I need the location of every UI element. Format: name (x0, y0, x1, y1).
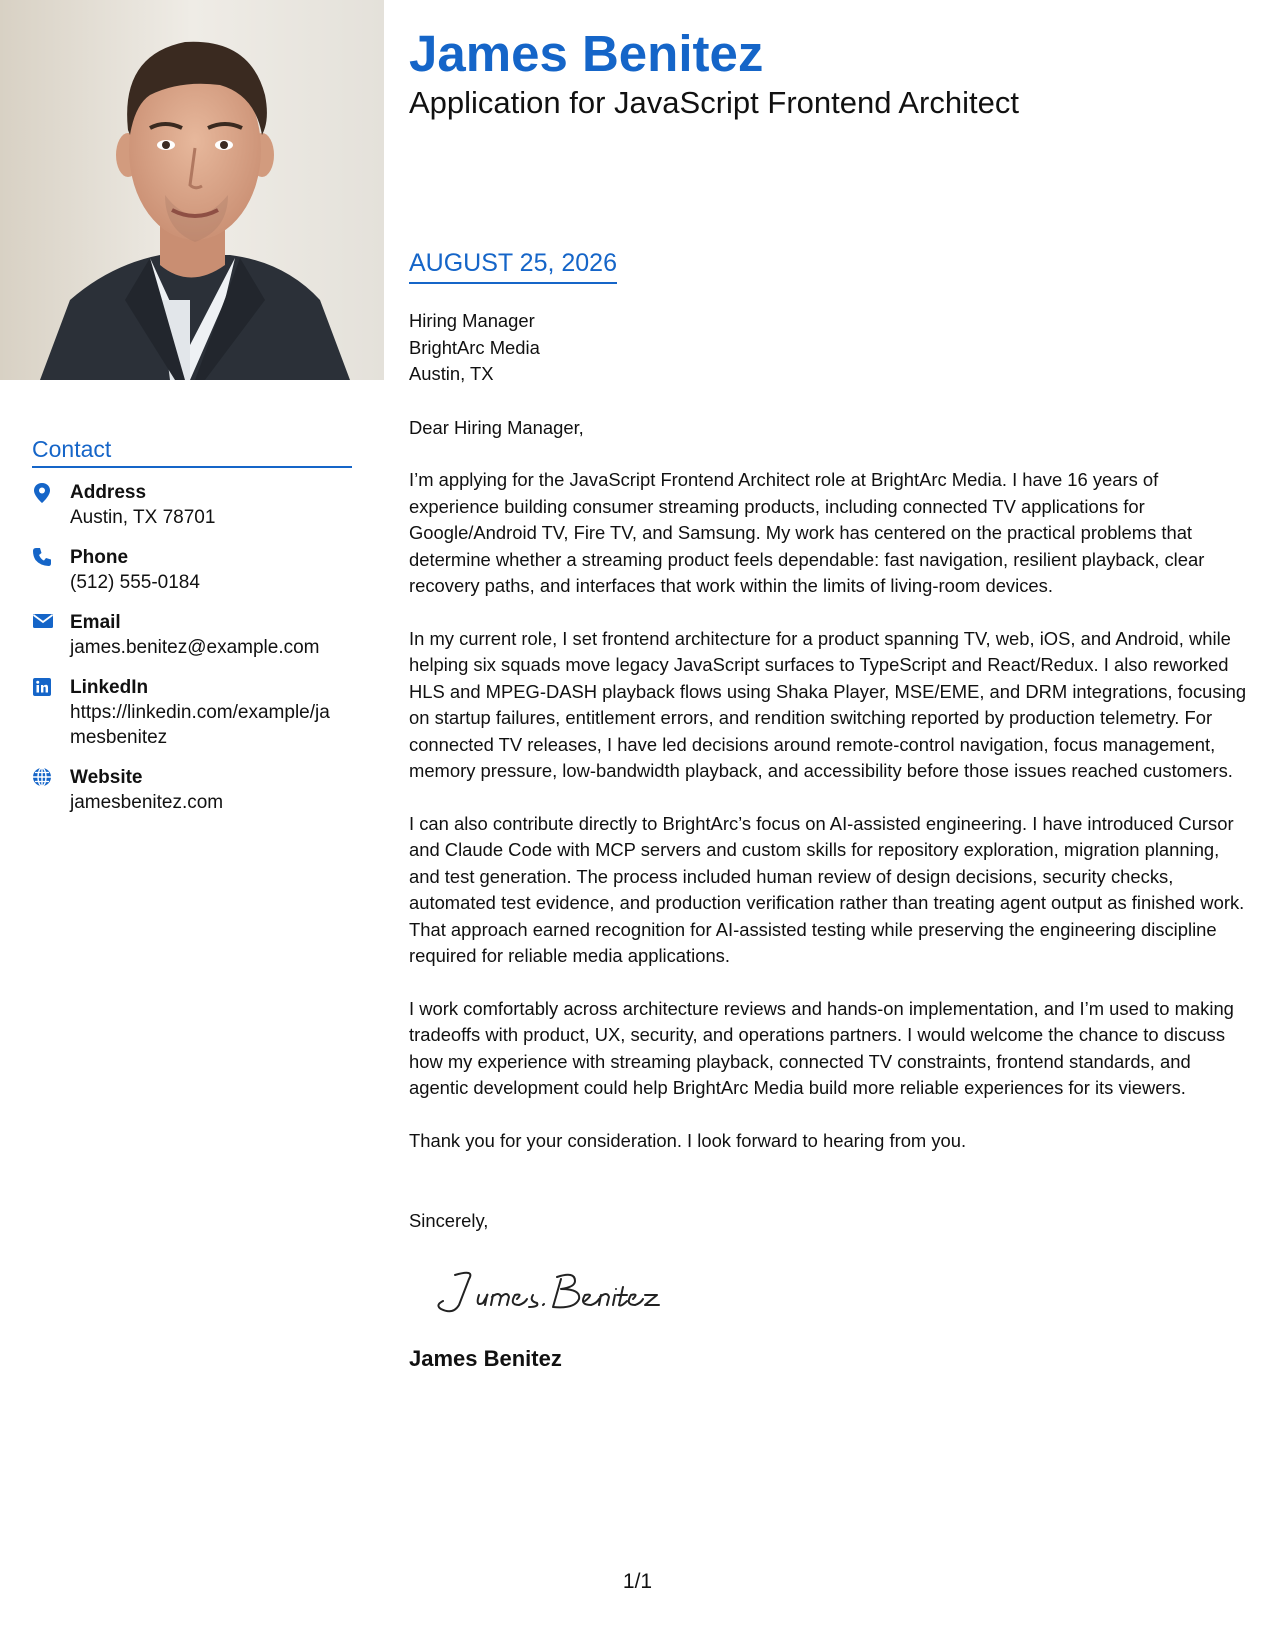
signer-name: James Benitez (409, 1346, 562, 1371)
handwritten-signature (425, 1265, 1251, 1329)
contact-item-website (32, 765, 352, 815)
salutation: Dear Hiring Manager, (409, 416, 584, 438)
contact-label: Email (70, 612, 121, 633)
contact-sidebar (32, 436, 352, 830)
recipient-line: BrightArc Media (409, 336, 540, 358)
portrait-photo-icon (0, 0, 384, 380)
body-paragraph: In my current role, I set frontend architecture for a product spanning TV, web, iOS, and Android, while helping six squads move legacy JavaScript surfaces to TypeScript and React/Redux. I also reworked HLS and MPEG-DASH playback flows using Shaka Player, MSE/EME, and DRM integrations, focusing on startup failures, entitlement errors, and rendition switching reported by production telemetry. For connected TV releases, I have led decisions around remote-control navigation, focus management, memory pressure, low-bandwidth playback, and accessibility before those issues reached customers. (409, 627, 1247, 781)
recipient-line: Hiring Manager (409, 310, 535, 331)
letter-body (409, 308, 1251, 1373)
body-paragraph: I’m applying for the JavaScript Frontend Architect role at BrightArc Media. I have 16 years of experience building consumer streaming products, including connected TV applications for Google/Android TV, Fire TV, and Samsung. My work has centered on the practical problems that determine whether a streaming product feels dependable: fast navigation, resilient playback, clear recovery paths, and interfaces that work within the limits of living-room devices. (409, 469, 1205, 596)
website-value[interactable]: jamesbenitez.com (70, 792, 224, 813)
linkedin-value[interactable]: https://linkedin.com/example/jamesbenitez (70, 702, 330, 748)
contact-label: Phone (70, 547, 129, 568)
body-paragraph: Thank you for your consideration. I look forward to hearing from you. (409, 1129, 967, 1151)
phone-value: (512) 555-0184 (70, 572, 200, 593)
application-subtitle: Application for JavaScript Frontend Architect (409, 85, 1019, 120)
contact-item-email (32, 610, 352, 660)
contact-heading: Contact (32, 436, 352, 468)
contact-label: Address (70, 482, 147, 503)
contact-item-address (32, 480, 352, 530)
envelope-icon (32, 610, 70, 630)
recipient-line: Austin, TX (409, 363, 494, 384)
phone-icon (32, 545, 70, 567)
email-value[interactable]: james.benitez@example.com (70, 637, 320, 658)
map-pin-icon (32, 480, 70, 504)
letter-header (409, 24, 1249, 122)
body-paragraph: I can also contribute directly to BrightArc’s focus on AI-assisted engineering. I have introduced Cursor and Claude Code with MCP servers and custom skills for repository exploration, migration planning, and test generation. The process included human review of design decisions, security checks, automated test evidence, and production verification rather than treating agent output as finished work. That approach earned recognition for AI-assisted testing while preserving the engineering discipline required for reliable media applications. (409, 812, 1245, 966)
globe-icon (32, 765, 70, 787)
page-number: 1/1 (622, 1570, 653, 1593)
contact-item-linkedin (32, 675, 352, 750)
linkedin-icon (32, 675, 70, 697)
closing: Sincerely, (409, 1210, 489, 1231)
contact-label: LinkedIn (70, 677, 149, 698)
letter-date: AUGUST 25, 2026 (409, 249, 617, 284)
contact-label: Website (70, 767, 143, 788)
body-paragraph: I work comfortably across architecture reviews and hands-on implementation, and I’m used to making tradeoffs with product, UX, security, and operations partners. I would welcome the chance to discuss how my experience with streaming playback, connected TV constraints, frontend standards, and agentic development could help BrightArc Media build more reliable experiences for its viewers. (409, 997, 1234, 1098)
contact-item-phone (32, 545, 352, 595)
profile-photo (0, 0, 384, 380)
applicant-name: James Benitez (409, 25, 764, 82)
recipient-block (409, 308, 1251, 388)
address-value: Austin, TX 78701 (70, 507, 216, 528)
